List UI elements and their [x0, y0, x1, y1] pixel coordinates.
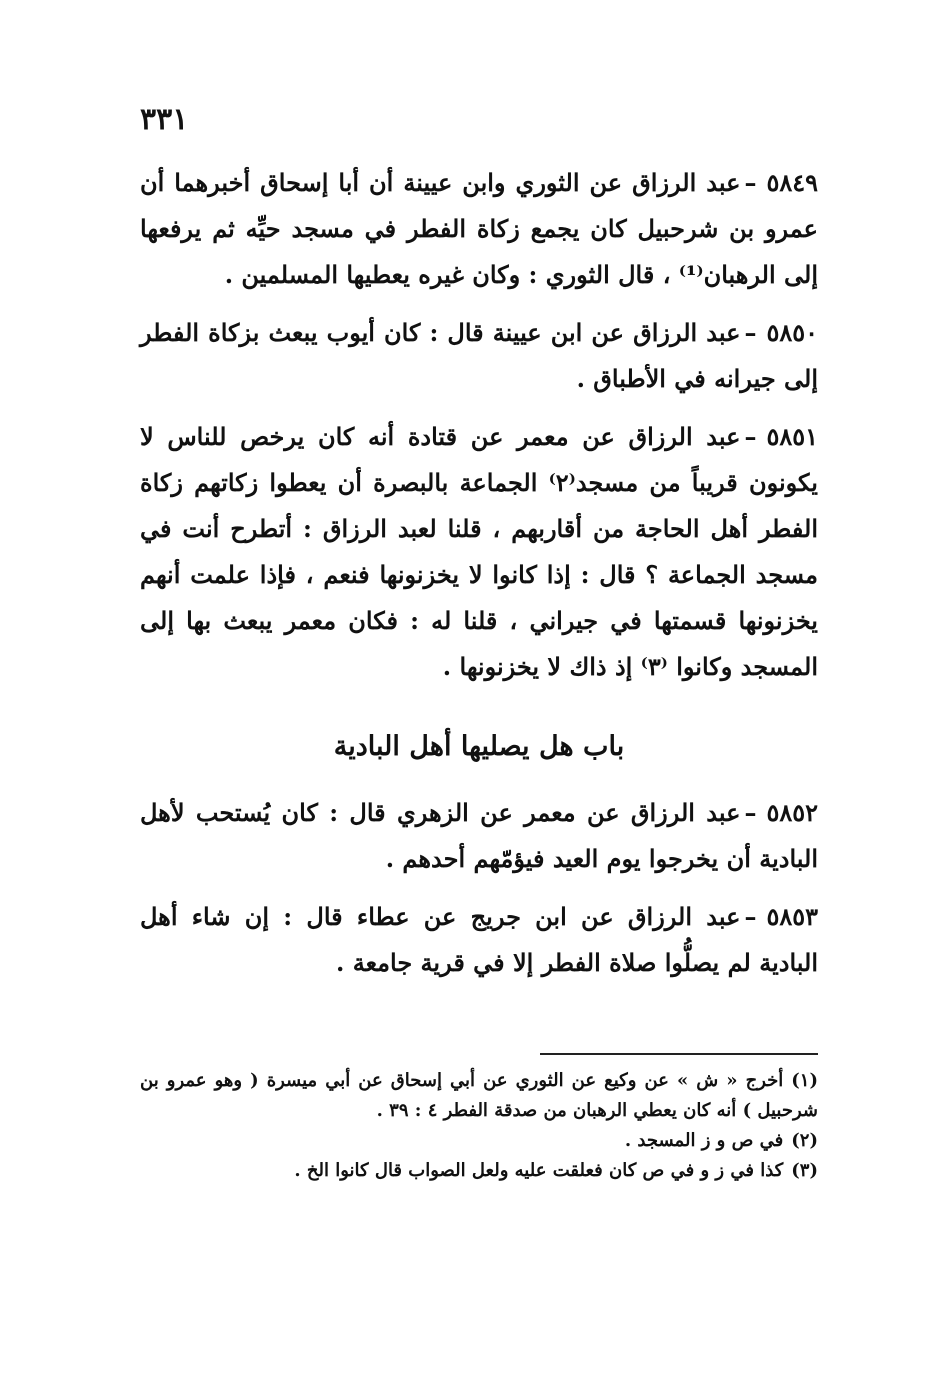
- hadith-entry: [140, 310, 818, 402]
- chapter-title: باب هل يصليها أهل البادية: [333, 731, 625, 762]
- hadith-text: عبد الرزاق عن معمر عن الزهري قال : كان يُستحب لأهل البادية أن يخرجوا يوم العيد فيؤمّهم أحدهم .: [140, 798, 818, 873]
- hadith-text: عبد الرزاق عن معمر عن قتادة أنه كان يرخص للناس لا يكونون قريباً من مسجد⁽٢⁾ الجماعة بالبصرة أن يعطوا زكاتهم زكاة الفطر أهل الحاجة من أقاربهم ، قلنا لعبد الرزاق : أتطرح أنت في مسجد الجماعة ؟ قال : إذا كانوا لا يخزنونها فنعم ، فإذا علمت أنهم يخزنونها قسمتها في جيراني ، قلنا له : فكان معمر يبعث بها إلى المسجد وكانوا ⁽٣⁾ إذ ذاك لا يخزنونها .: [140, 422, 818, 681]
- hadith-text: عبد الرزاق عن ابن عيينة قال : كان أيوب يبعث بزكاة الفطر إلى جيرانه في الأطباق .: [140, 318, 818, 393]
- hadith-entry: [140, 894, 818, 986]
- hadith-number: ٥٨٥٣: [766, 902, 818, 931]
- hadith-text: عبد الرزاق عن الثوري وابن عيينة أن أبا إسحاق أخبرهما أن عمرو بن شرحبيل كان يجمع زكاة الفطر في مسجد حيِّه ثم يرفعها إلى الرهبان⁽¹⁾ ، قال الثوري : وكان غيره يعطيها المسلمين .: [140, 168, 818, 289]
- dash: –: [744, 318, 757, 347]
- footnote-divider: [540, 1053, 818, 1055]
- footnote-number: (٢): [791, 1130, 818, 1151]
- main-text: [140, 160, 818, 986]
- dash: –: [744, 902, 757, 931]
- footnote: [140, 1066, 818, 1126]
- footnote-number: (١): [791, 1070, 818, 1091]
- page-number: ٣٣١: [140, 102, 189, 137]
- footnote-text: أخرج « ش » عن وكيع عن الثوري عن أبي إسحاق عن أبي ميسرة ( وهو عمرو بن شرحبيل ) أنه كان يعطي الرهبان من صدقة الفطر ٤ : ٣٩ .: [140, 1070, 818, 1121]
- dash: –: [744, 798, 757, 827]
- footnote: [140, 1156, 818, 1186]
- dash: –: [744, 168, 757, 197]
- footnote-text: كذا في ز و في ص كان فعلقت عليه ولعل الصواب قال كانوا الخ .: [294, 1160, 784, 1181]
- hadith-entry: [140, 414, 818, 690]
- hadith-text: عبد الرزاق عن ابن جريج عن عطاء قال : إن شاء أهل البادية لم يصلُّوا صلاة الفطر إلا في قرية جامعة .: [140, 902, 818, 977]
- dash: –: [744, 422, 757, 451]
- hadith-entry: [140, 790, 818, 882]
- footnote-text: في ص و ز المسجد .: [624, 1130, 784, 1151]
- footnote: [140, 1126, 818, 1156]
- hadith-number: ٥٨٥٠: [766, 318, 818, 347]
- hadith-entry: [140, 160, 818, 298]
- footnote-number: (٣): [791, 1160, 818, 1181]
- footnotes: [140, 1066, 818, 1186]
- hadith-number: ٥٨٤٩: [766, 168, 818, 197]
- hadith-number: ٥٨٥١: [766, 422, 818, 451]
- hadith-number: ٥٨٥٢: [766, 798, 818, 827]
